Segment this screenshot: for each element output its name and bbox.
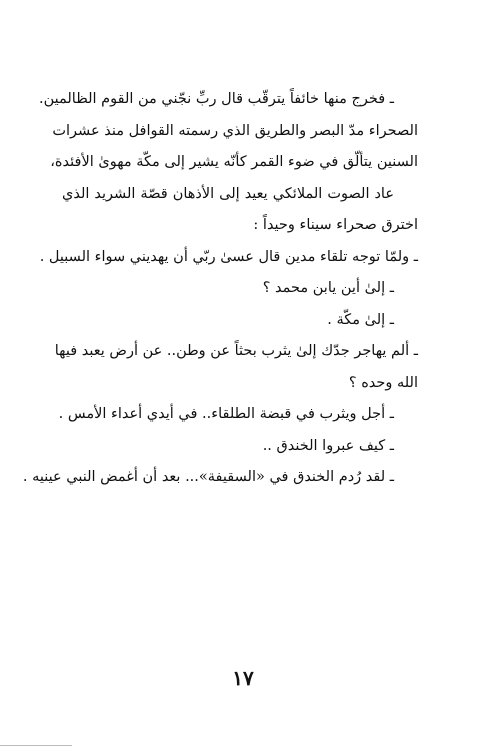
text-line: ـ ولمّا توجه تلقاء مدين قال عسىٰ ربّي أن يهديني سواء السبيل . <box>39 248 418 265</box>
body-text <box>22 84 418 494</box>
text-line: ـ كيف عبروا الخندق .. <box>262 437 394 454</box>
footer-rule <box>0 745 72 746</box>
text-line: ـ أجل ويثرب في قبضة الطلقاء.. في أيدي أعداء الأمس . <box>58 406 394 422</box>
text-line: ـ إلىٰ مكّة . <box>327 311 394 328</box>
text-line: ـ إلىٰ أين يابن محمد ؟ <box>262 280 394 296</box>
text-line: ـ لقد رُدم الخندق في «السقيفة»... بعد أن أغمض النبي عينيه . <box>22 469 394 485</box>
text-line: ـ فخرج منها خائفاً يترقّب قال ربِّ نجّني من القوم الظالمين. <box>38 91 394 107</box>
text-line: الصحراء مدّ البصر والطريق الذي رسمته القوافل منذ عشرات <box>52 122 418 139</box>
text-line: عاد الصوت الملائكي يعيد إلى الأذهان قصّة الشريد الذي <box>62 185 394 202</box>
text-line: اخترق صحراء سيناء وحيداً : <box>253 217 418 233</box>
text-line: السنين يتألّق في ضوء القمر كأنّه يشير إلى مكّة مهوىٰ الأفئدة، <box>50 154 418 170</box>
text-line: الله وحده ؟ <box>348 374 418 391</box>
page-number: ١٧ <box>232 666 254 690</box>
text-line: ـ ألم يهاجر جدّك إلىٰ يثرب بحثاً عن وطن.. عن أرض يعبد فيها <box>54 343 418 359</box>
